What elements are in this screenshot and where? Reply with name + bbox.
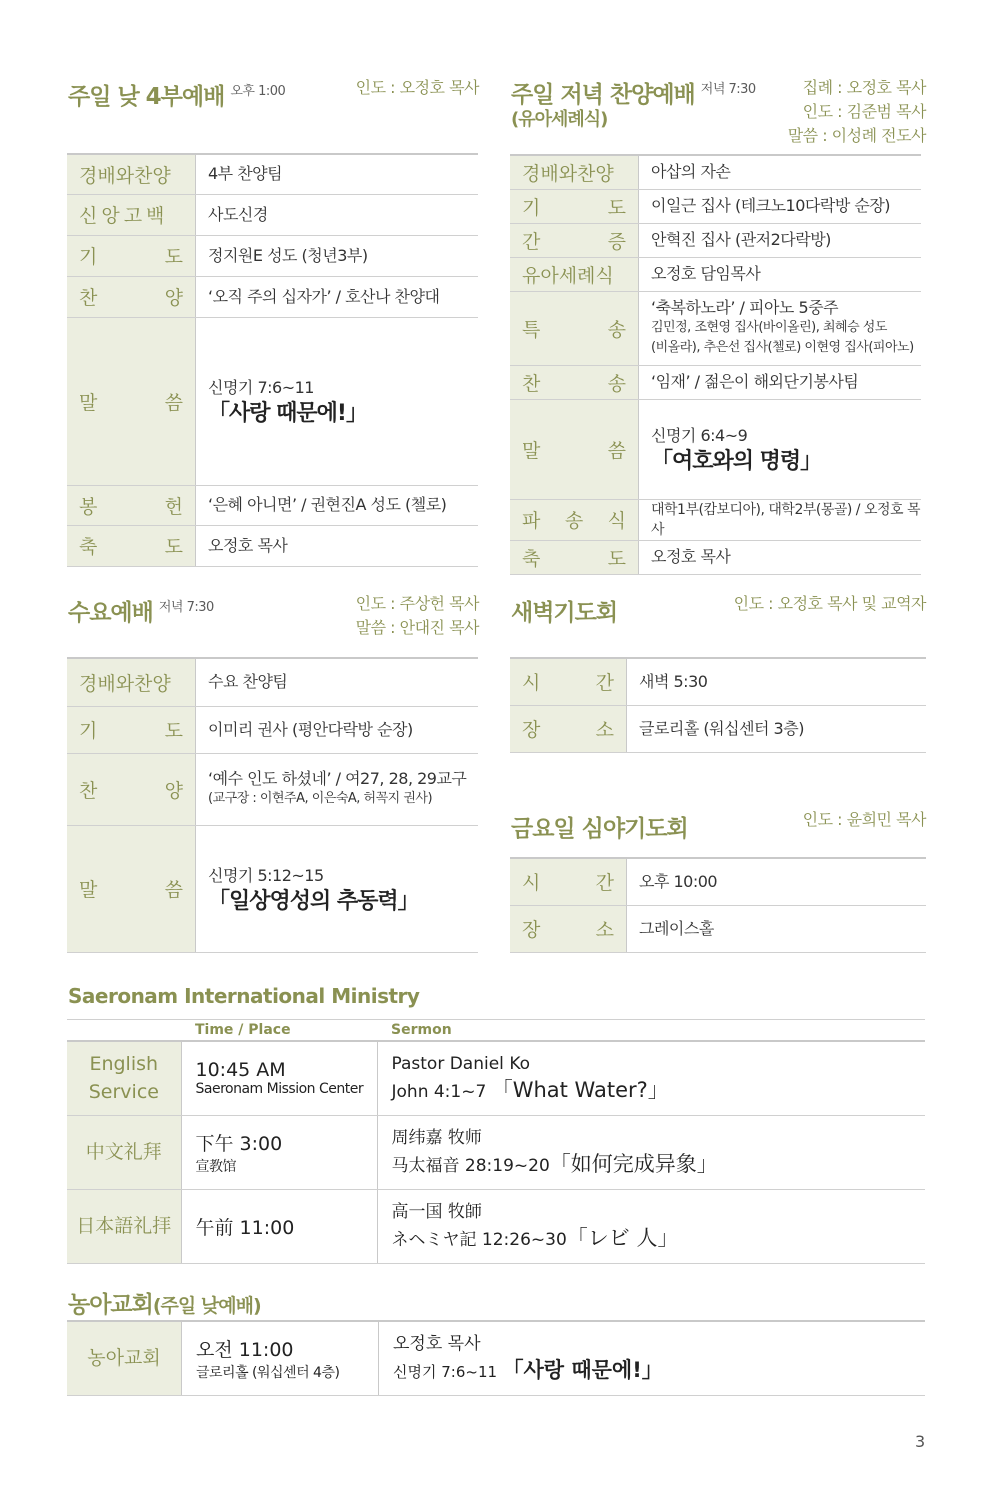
wednesday-time: 저녁 7:30 — [158, 600, 214, 615]
international-title: Saeronam International Ministry — [68, 984, 420, 1008]
leaders-line: (교구장 : 이현주A, 이은숙A, 허꼭지 권사) — [208, 791, 433, 806]
row-label — [67, 317, 196, 485]
evening-title: 주일 저녁 찬양예배 $^{저녁 7:30}$ — [511, 82, 756, 108]
label-char: 씀 — [164, 391, 183, 414]
table-row — [510, 905, 926, 952]
spaced-label — [67, 716, 195, 743]
row-label — [510, 858, 627, 905]
row-label — [67, 485, 196, 525]
deaf-subtitle: (주일 낮예배) — [152, 1295, 261, 1317]
table-row — [67, 154, 478, 194]
scripture-ref: 신명기 7:6~11 — [393, 1363, 498, 1382]
label-char: 간 — [595, 872, 614, 895]
service-label: 농아교회 — [67, 1321, 182, 1395]
row-label — [67, 235, 196, 276]
row-value: 오후 10:00 — [627, 858, 927, 905]
table-row — [67, 525, 478, 566]
table-row — [67, 485, 478, 525]
scripture-ref: 신명기 7:6~11 — [208, 378, 314, 397]
sermon-title: 「レビ 人」 — [566, 1226, 679, 1250]
table-row — [510, 399, 921, 499]
label-char: 장 — [522, 919, 541, 941]
label-char: 시 — [522, 872, 541, 895]
spaced-label — [510, 369, 638, 396]
evening-subtitle: (유아세례식) — [511, 109, 608, 130]
label-char: 시 — [522, 672, 541, 695]
sermon-cell — [377, 1115, 925, 1189]
service-place: 글로리홀 (워십센터 4층) — [196, 1364, 340, 1381]
row-label — [67, 706, 196, 753]
row-label: 신앙고백 — [67, 194, 196, 235]
spaced-label — [510, 544, 638, 571]
row-label — [510, 291, 639, 365]
table-row — [510, 858, 926, 905]
friday-table — [510, 857, 926, 953]
wednesday-title: 수요예배 $^{저녁 7:30}$ — [68, 600, 214, 626]
sermon-cell — [377, 1041, 925, 1115]
praise-line: ‘예수 인도 하셨네’ / 여27, 28, 29교구 — [208, 769, 467, 788]
deaf-title: 농아교회(주일 낮예배) — [68, 1292, 261, 1318]
service-time: 下午 3:00 — [195, 1132, 283, 1155]
spaced-label — [67, 242, 195, 269]
scripture-ref: ネヘミヤ記 12:26~30 — [391, 1230, 567, 1250]
label-char: 기 — [522, 196, 541, 219]
label-char: 증 — [607, 230, 626, 253]
performers-line: (비올라), 추은선 집사(첼로) 이현영 집사(피아노) — [651, 340, 914, 355]
row-value: ‘은혜 아니면’ / 권현진A 성도 (첼로) — [196, 485, 479, 525]
label-char: 찬 — [79, 287, 98, 309]
sermon-title: 「여호와의 명령」 — [651, 449, 822, 474]
row-value: 대학1부(캄보디아), 대학2부(몽골) / 오정호 목사 — [639, 499, 922, 540]
info-line: 말씀 : 안대진 목사 — [355, 618, 479, 637]
row-value: ‘오직 주의 십자가’ / 호산나 찬양대 — [196, 276, 479, 317]
sunday4-time: 오후 1:00 — [230, 84, 286, 99]
service-time: 午前 11:00 — [195, 1216, 295, 1239]
label-char: 도 — [607, 547, 626, 570]
row-label: 경배와찬양 — [67, 154, 196, 194]
spaced-label — [510, 227, 638, 254]
sunday4-table — [67, 153, 478, 567]
label-char: 도 — [164, 536, 183, 558]
row-label — [67, 276, 196, 317]
spaced-label — [510, 436, 638, 463]
time-place-cell — [181, 1115, 377, 1189]
row-label — [67, 753, 196, 825]
label-char: 도 — [164, 246, 183, 268]
label-char: 축 — [522, 547, 541, 570]
preacher: 周纬嘉 牧师 — [391, 1128, 482, 1148]
row-label — [510, 223, 639, 257]
time-place-cell — [181, 1189, 377, 1263]
row-value: 아삽의 자손 — [639, 155, 922, 189]
row-value: 4부 찬양팀 — [196, 154, 479, 194]
row-value: 오정호 담임목사 — [639, 257, 922, 291]
table-row — [510, 223, 921, 257]
label-char: 말 — [79, 879, 98, 901]
spaced-label — [67, 283, 195, 310]
row-value: 안혁진 집사 (관저2다락방) — [639, 223, 922, 257]
row-value: 오정호 목사 — [639, 540, 922, 574]
label-char: 양 — [164, 287, 183, 309]
label-char: 기 — [79, 246, 98, 268]
label-char: 소 — [595, 719, 614, 741]
sermon-title: 「사랑 때문에!」 — [502, 1358, 663, 1383]
label-char: 도 — [164, 720, 183, 742]
label-char: 간 — [595, 672, 614, 695]
spaced-label — [510, 193, 638, 220]
preacher: 高一国 牧師 — [391, 1202, 482, 1222]
table-row — [67, 194, 478, 235]
table-row — [67, 1041, 925, 1115]
row-label — [510, 905, 627, 952]
row-value: 수요 찬양팀 — [196, 658, 479, 706]
row-label — [67, 825, 196, 952]
table-row — [510, 189, 921, 223]
sermon-title: 「일상영성의 추동력」 — [208, 888, 419, 914]
scripture-ref: John 4:1~7 — [391, 1082, 487, 1103]
wednesday-info — [356, 592, 479, 640]
spaced-label — [510, 715, 626, 742]
header-time-place: Time / Place — [181, 1020, 377, 1042]
sermon-cell — [377, 1189, 925, 1263]
sermon-cell — [639, 399, 922, 499]
spaced-label — [67, 776, 195, 803]
evening-info — [788, 76, 926, 148]
page-number: 3 — [915, 1432, 926, 1451]
scripture-ref: 马太福音 28:19~20 — [391, 1156, 550, 1176]
label-char: 씀 — [607, 439, 626, 462]
service-label: English Service — [67, 1041, 181, 1115]
label-char: 특 — [522, 318, 541, 341]
row-label — [510, 365, 639, 399]
label-char: 찬 — [522, 372, 541, 395]
label-char: 말 — [522, 439, 541, 462]
label-char: 송 — [607, 372, 626, 395]
table-row — [67, 658, 478, 706]
sermon-title: 「如何完成异象」 — [549, 1152, 718, 1176]
label-char: 송 — [607, 318, 626, 341]
table-header — [67, 1020, 925, 1042]
label-char: 도 — [607, 196, 626, 219]
info-line: 말씀 : 이성례 전도사 — [787, 126, 926, 145]
special-song-cell — [639, 291, 922, 365]
label-char: 봉 — [79, 495, 98, 518]
spaced-label — [510, 315, 638, 342]
label-char: 축 — [79, 536, 98, 558]
table-row — [510, 705, 926, 752]
performers-line: 김민정, 조현영 집사(바이올린), 최혜승 성도 — [651, 320, 887, 335]
table-row — [67, 276, 478, 317]
table-row — [510, 155, 921, 189]
row-value: 정지원E 성도 (청년3부) — [196, 235, 479, 276]
label-char: 소 — [595, 919, 614, 941]
table-row — [510, 291, 921, 365]
label-char: 장 — [522, 719, 541, 741]
table-row — [510, 257, 921, 291]
row-value: 이미리 권사 (평안다락방 순장) — [196, 706, 479, 753]
table-row — [510, 365, 921, 399]
evening-table — [510, 154, 921, 575]
spaced-label — [67, 492, 195, 519]
sermon-cell — [379, 1321, 926, 1395]
sunday4-leader: 인도 : 오정호 목사 — [355, 78, 479, 97]
time-place-cell — [181, 1041, 377, 1115]
sermon-cell — [196, 317, 479, 485]
label-char: 찬 — [79, 779, 98, 802]
table-row — [67, 317, 478, 485]
service-label: 日本語礼拝 — [67, 1189, 181, 1263]
deaf-table — [67, 1320, 925, 1396]
row-value: 사도신경 — [196, 194, 479, 235]
info-line: 인도 : 김준범 목사 — [802, 102, 926, 121]
row-value: 그레이스홀 — [627, 905, 927, 952]
praise-cell — [196, 753, 479, 825]
table-row — [67, 1115, 925, 1189]
spaced-label — [67, 875, 195, 902]
table-row — [67, 753, 478, 825]
label-char: 말 — [79, 391, 98, 414]
dawn-title: 새벽기도회 — [511, 600, 618, 626]
service-time: 10:45 AM — [195, 1059, 286, 1082]
song-line: ‘축복하노라’ / 피아노 5중주 — [651, 298, 839, 317]
row-value: 오정호 목사 — [196, 525, 479, 566]
label-char: 송 — [564, 510, 584, 532]
row-value: 새벽 5:30 — [627, 658, 927, 705]
label-char: 파 — [522, 510, 541, 532]
scripture-ref: 신명기 6:4~9 — [651, 426, 748, 445]
service-time: 오전 11:00 — [196, 1338, 294, 1361]
sermon-title: 「사랑 때문에!」 — [208, 401, 367, 426]
label-char: 간 — [522, 230, 541, 253]
table-row — [510, 499, 921, 540]
sunday4-title: 주일 낮 4부예배 $^{오후 1:00}$ — [68, 84, 286, 110]
spaced-label — [67, 388, 195, 415]
wednesday-table — [67, 657, 478, 953]
label-char: 헌 — [164, 495, 183, 518]
row-label — [510, 499, 639, 540]
row-value: 이일근 집사 (테크노10다락방 순장) — [639, 189, 922, 223]
table-row — [510, 658, 926, 705]
header-spacer — [67, 1020, 181, 1042]
row-label — [510, 399, 639, 499]
service-label: 中文礼拜 — [67, 1115, 181, 1189]
international-table — [67, 1019, 925, 1264]
spaced-label — [510, 668, 626, 695]
sermon-title: 「What Water?」 — [491, 1078, 669, 1103]
header-sermon: Sermon — [377, 1020, 925, 1042]
row-label: 유아세례식 — [510, 257, 639, 291]
row-label: 경배와찬양 — [510, 155, 639, 189]
label-char: 양 — [164, 779, 183, 802]
dawn-table — [510, 657, 926, 753]
table-row — [67, 1189, 925, 1263]
row-value: 글로리홀 (워십센터 3층) — [627, 705, 927, 752]
row-label — [510, 705, 627, 752]
row-value: ‘임재’ / 젊은이 해외단기봉사팀 — [639, 365, 922, 399]
row-label — [510, 189, 639, 223]
preacher: 오정호 목사 — [393, 1334, 481, 1355]
row-label — [510, 658, 627, 705]
row-label — [510, 540, 639, 574]
service-place: 宣教馆 — [195, 1158, 236, 1175]
dawn-leader: 인도 : 오정호 목사 및 교역자 — [733, 594, 926, 613]
spaced-label — [510, 868, 626, 895]
spaced-label — [510, 506, 638, 533]
evening-time: 저녁 7:30 — [700, 82, 756, 97]
label-char: 기 — [79, 720, 98, 742]
sermon-cell — [196, 825, 479, 952]
row-label — [67, 525, 196, 566]
friday-leader: 인도 : 윤희민 목사 — [802, 810, 926, 829]
spaced-label — [510, 915, 626, 942]
table-row — [510, 540, 921, 574]
info-line: 집례 : 오정호 목사 — [802, 78, 926, 97]
service-place: Saeronam Mission Center — [195, 1081, 364, 1098]
scripture-ref: 신명기 5:12~15 — [208, 865, 324, 885]
time-place-cell — [182, 1321, 379, 1395]
table-row — [67, 1321, 925, 1395]
info-line: 인도 : 주상헌 목사 — [355, 594, 479, 613]
label-char: 씀 — [164, 879, 183, 901]
table-row — [67, 825, 478, 952]
friday-title: 금요일 심야기도회 — [511, 816, 688, 842]
row-label: 경배와찬양 — [67, 658, 196, 706]
table-row — [67, 706, 478, 753]
table-row — [67, 235, 478, 276]
spaced-label — [67, 532, 195, 559]
label-char: 식 — [607, 510, 626, 532]
preacher: Pastor Daniel Ko — [391, 1054, 531, 1075]
